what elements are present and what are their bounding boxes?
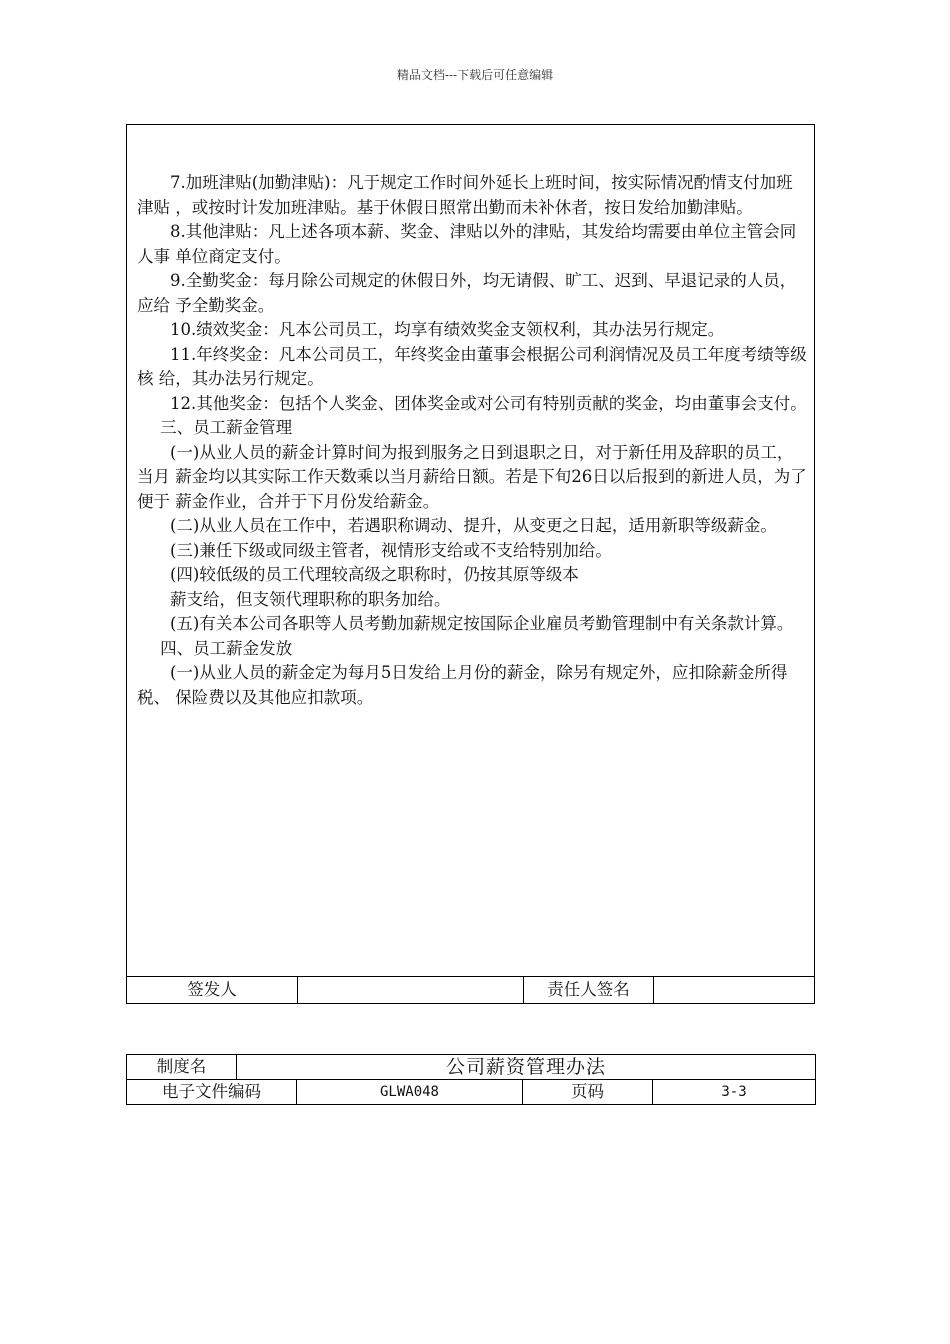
issuer-field[interactable] [298, 977, 523, 1003]
responsible-signature-field[interactable] [654, 977, 814, 1003]
doc-code-value: GLWA048 [297, 1080, 523, 1105]
paragraph: (五)有关本公司各职等人员考勤加薪规定按国际企业雇员考勤管理制中有关条款计算。 [170, 614, 794, 633]
paragraph: 薪支给，但支领代理职称的职务加给。 [170, 589, 451, 609]
paragraph: 8.其他津贴：凡上述各项本薪、奖金、津贴以外的津贴，其发给均需要由单位主管会同人事 单位商定支付。 [137, 222, 797, 266]
responsible-label: 责任人签名 [547, 980, 630, 999]
signature-row [127, 976, 814, 1003]
paragraph: (四)较低级的员工代理较高级之职称时，仍按其原等级本 [170, 565, 579, 584]
paragraph: (一)从业人员的薪金定为每月5日发给上月份的薪金，除另有规定外，应扣除薪金所得税、 保险费以及其他应扣款项。 [137, 663, 788, 707]
doc-code-label: 电子文件编码 [127, 1080, 297, 1105]
page-value: 3-3 [653, 1080, 816, 1105]
section-heading: 四、员工薪金发放 [160, 638, 293, 658]
body-text [137, 171, 809, 710]
paragraph: 7.加班津贴(加勤津贴)：凡于规定工作时间外延长上班时间，按实际情况酌情支付加班津贴 ，或按时计发加班津贴。基于休假日照常出勤而未补休者，按日发给加勤津贴。 [137, 173, 793, 217]
issuer-label: 签发人 [187, 980, 237, 999]
section-heading: 三、员工薪金管理 [160, 418, 293, 437]
paragraph: (一)从业人员的薪金计算时间为报到服务之日到退职之日，对于新任用及辞职的员工，当月 薪金均以其实际工作天数乘以当月薪给日额。若是下旬26日以后报到的新进人员，为了便于 薪金作业，合并于下月份发给薪金。 [137, 442, 807, 511]
document-info-table [126, 1054, 816, 1105]
paragraph: 10.绩效奖金：凡本公司员工，均享有绩效奖金支领权利，其办法另行规定。 [170, 320, 725, 339]
content-box [126, 124, 815, 1004]
paragraph: 12.其他奖金：包括个人奖金、团体奖金或对公司有特别贡献的奖金，均由董事会支付。 [170, 393, 807, 413]
doc-name-label: 制度名 [127, 1055, 237, 1080]
paragraph: 9.全勤奖金：每月除公司规定的休假日外，均无请假、旷工、迟到、早退记录的人员，应给 予全勤奖金。 [137, 271, 797, 315]
paragraph: 11.年终奖金：凡本公司员工，年终奖金由董事会根据公司利润情况及员工年度考绩等级核 给，其办法另行规定。 [137, 344, 807, 388]
doc-name-value: 公司薪资管理办法 [237, 1055, 816, 1080]
header-note: 精品文档---下载后可任意编辑 [396, 68, 554, 82]
paragraph: (三)兼任下级或同级主管者，视情形支给或不支给特别加给。 [170, 540, 612, 560]
paragraph: (二)从业人员在工作中，若遇职称调动、提升，从变更之日起，适用新职等级薪金。 [170, 516, 777, 535]
page-label: 页码 [523, 1080, 653, 1105]
